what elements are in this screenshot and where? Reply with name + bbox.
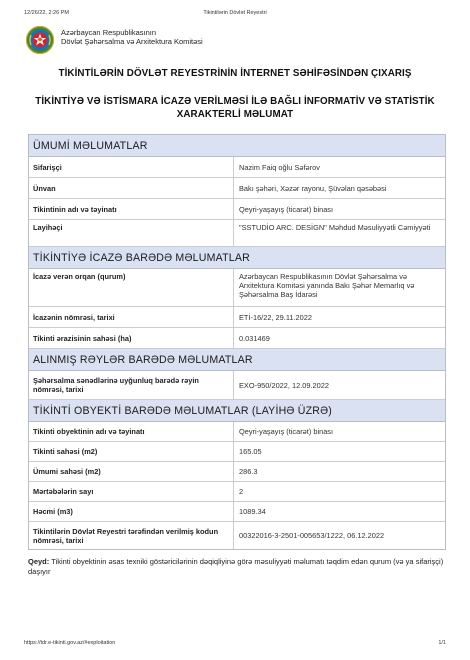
row-value: "SSTUDİO ARC. DESİGN" Məhdud Məsuliyyətli Cəmiyyəti [239,223,431,232]
row-label: Tikinti ərazisinin sahəsi (ha) [29,328,234,348]
document-subtitle: TİKİNTİYƏ VƏ İSTİSMARA İCAZƏ VERİLMƏSİ İLƏ BAĞLI İNFORMATİV VƏ STATİSTİK XARAKTERLİ MƏLUMAT [35,96,435,120]
row-value: 2 [239,487,244,496]
row-value: Nazim Faiq oğlu Səfərov [239,162,320,172]
print-title: Tikintilərin Dövlət Reyestri [203,10,267,16]
footer-url[interactable]: https://tdr.e-tikinti.gov.az/#exploitation [24,640,116,646]
note-label: Qeyd: [28,557,50,566]
document-title: TİKİNTİLƏRİN DÖVLƏT REYESTRİNİN İNTERNET SƏHİFƏSİNDƏN ÇIXARIŞ [58,68,412,79]
table-row [29,442,445,462]
azerbaijan-emblem-icon [25,25,55,55]
row-label: Sifarişçi [29,157,234,177]
row-value: Azərbaycan Respublikasının Dövlət Şəhərsalma və Arxitektura Komitəsi yanında Bakı Şəhər Memarlıq və Şəhərsalma Baş İdarəsi [239,272,415,299]
row-label: İcazənin nömrəsi, tarixi [29,307,234,327]
table-row [29,220,445,247]
row-value: 165.05 [239,447,262,456]
note-text: Tikinti obyektinin əsas texniki göstəricilərinin dəqiqliyinə görə məsuliyyəti məlumatı təqdim edən qurum (və ya sifarişçi) daşıyır [28,557,444,576]
row-label: Ünvan [29,178,234,198]
row-value: Qeyri-yaşayış (ticarət) binası [239,204,334,214]
row-label: Ümumi sahəsi (m2) [29,462,234,481]
print-footer [24,640,446,646]
table-row [29,199,445,220]
print-datetime: 12/26/22, 2:26 PM [24,10,69,16]
org-name-line2: Dövlət Şəhərsalma və Arxitektura Komitəsi [61,37,203,46]
row-value: Bakı şəhəri, Xəzər rayonu, Şüvəlan qəsəbəsi [239,183,387,193]
table-row [29,422,445,442]
table-row [29,502,445,522]
org-name-line1: Azərbaycan Respublikasının [61,28,157,37]
info-sections [28,134,446,550]
table-row [29,157,445,178]
table-row [29,482,445,502]
table-row [29,462,445,482]
section-heading-permit: TİKİNTİYƏ İCAZƏ BARƏDƏ MƏLUMATLAR [29,247,445,269]
row-value: Qeyri-yaşayış (ticarət) binası [239,427,334,436]
row-value: 286.3 [239,467,258,476]
row-label: Layihəçi [29,220,234,246]
row-value: 0.031469 [239,333,270,343]
table-row [29,178,445,199]
table-row [29,328,445,349]
row-value: 00322016-3-2501-005653/1222, 06.12.2022 [239,531,385,540]
section-heading-opinions: ALINMIŞ RƏYLƏR BARƏDƏ MƏLUMATLAR [29,349,445,371]
row-value: 1089.34 [239,507,266,516]
row-label: Tikinti obyektinin adı və təyinatı [29,422,234,441]
table-row [29,269,445,307]
table-row [29,307,445,328]
section-heading-object: TİKİNTİ OBYEKTİ BARƏDƏ MƏLUMATLAR (LAYİHƏ ÜZRƏ) [29,400,445,422]
page-number: 1/1 [438,640,446,646]
row-value: ETİ-16/22, 29.11.2022 [239,312,312,322]
row-label: Həcmi (m3) [29,502,234,521]
table-row [29,371,445,400]
organization-header [25,25,203,55]
table-row [29,522,445,549]
row-value: EXO-950/2022, 12.09.2022 [239,380,329,390]
row-label: Mərtəbələrin sayı [29,482,234,501]
row-label: Tikintinin adı və təyinatı [29,199,234,219]
row-label: Tikintilərin Dövlət Reyestri tərəfindən verilmiş kodun nömrəsi, tarixi [29,522,234,549]
print-header [24,10,446,16]
row-label: İcazə verən orqan (qurum) [29,269,234,306]
section-heading-general: ÜMUMİ MƏLUMATLAR [29,135,445,157]
row-label: Şəhərsalma sənədlərinə uyğunluq barədə rəyin nömrəsi, tarixi [29,371,234,399]
disclaimer-note [28,557,446,577]
row-label: Tikinti sahəsi (m2) [29,442,234,461]
